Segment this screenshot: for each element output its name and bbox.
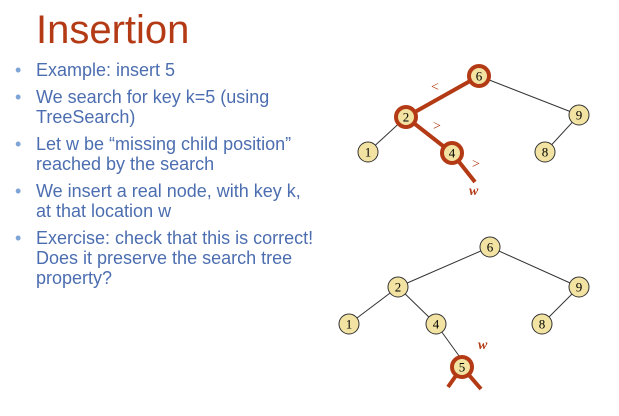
comparison-label: < bbox=[431, 80, 439, 95]
top-edge-6-9 bbox=[479, 76, 579, 115]
tree-node bbox=[480, 237, 500, 257]
bullet-dot-icon: • bbox=[15, 134, 22, 154]
bottom-tree bbox=[339, 237, 589, 389]
tree-node bbox=[442, 143, 462, 163]
node-label: 4 bbox=[448, 145, 456, 161]
node-label: 4 bbox=[432, 316, 440, 332]
node-label: 2 bbox=[394, 279, 402, 295]
top-tree bbox=[358, 66, 589, 199]
bullet-text: Let w be “missing child position” reached by the search bbox=[36, 134, 292, 174]
node-label: 6 bbox=[475, 68, 483, 84]
bullet-text: Example: insert 5 bbox=[36, 60, 176, 80]
node-label: 1 bbox=[364, 144, 372, 160]
inserted-node bbox=[452, 357, 472, 377]
bullet-text: We search for key k=5 (using TreeSearch) bbox=[36, 87, 270, 127]
node-label: 8 bbox=[538, 316, 546, 332]
bullet-dot-icon: • bbox=[15, 60, 22, 80]
top-search-edge-6-2 bbox=[406, 76, 479, 117]
tree-node bbox=[569, 105, 589, 125]
slide-title: Insertion bbox=[36, 8, 190, 52]
comparison-label: > bbox=[433, 119, 441, 134]
tree-node bbox=[426, 314, 446, 334]
inserted-position-label: w bbox=[478, 338, 488, 353]
tree-node bbox=[388, 277, 408, 297]
bullet-dot-icon: • bbox=[15, 228, 22, 248]
tree-node bbox=[396, 107, 416, 127]
missing-child-label: w bbox=[469, 184, 479, 199]
bottom-edge-6-9 bbox=[490, 247, 579, 287]
tree-node bbox=[535, 142, 555, 162]
bullet-dot-icon: • bbox=[15, 87, 22, 107]
node-label: 6 bbox=[486, 239, 494, 255]
bullet-dot-icon: • bbox=[15, 181, 22, 201]
bottom-edge-6-2 bbox=[398, 247, 490, 287]
comparison-label: > bbox=[472, 157, 480, 172]
node-label: 5 bbox=[458, 359, 466, 375]
node-label: 9 bbox=[575, 107, 583, 123]
bullet-text: We insert a real node, with key k, at that location w bbox=[36, 181, 301, 221]
tree-node bbox=[358, 142, 378, 162]
bullet-text: Exercise: check that this is correct! Does it preserve the search tree property? bbox=[36, 228, 314, 288]
tree-node bbox=[339, 314, 359, 334]
tree-node bbox=[469, 66, 489, 86]
node-label: 2 bbox=[402, 109, 410, 125]
node-label: 9 bbox=[575, 279, 583, 295]
node-label: 8 bbox=[541, 144, 549, 160]
node-label: 1 bbox=[345, 316, 353, 332]
tree-node bbox=[532, 314, 552, 334]
tree-node bbox=[569, 277, 589, 297]
